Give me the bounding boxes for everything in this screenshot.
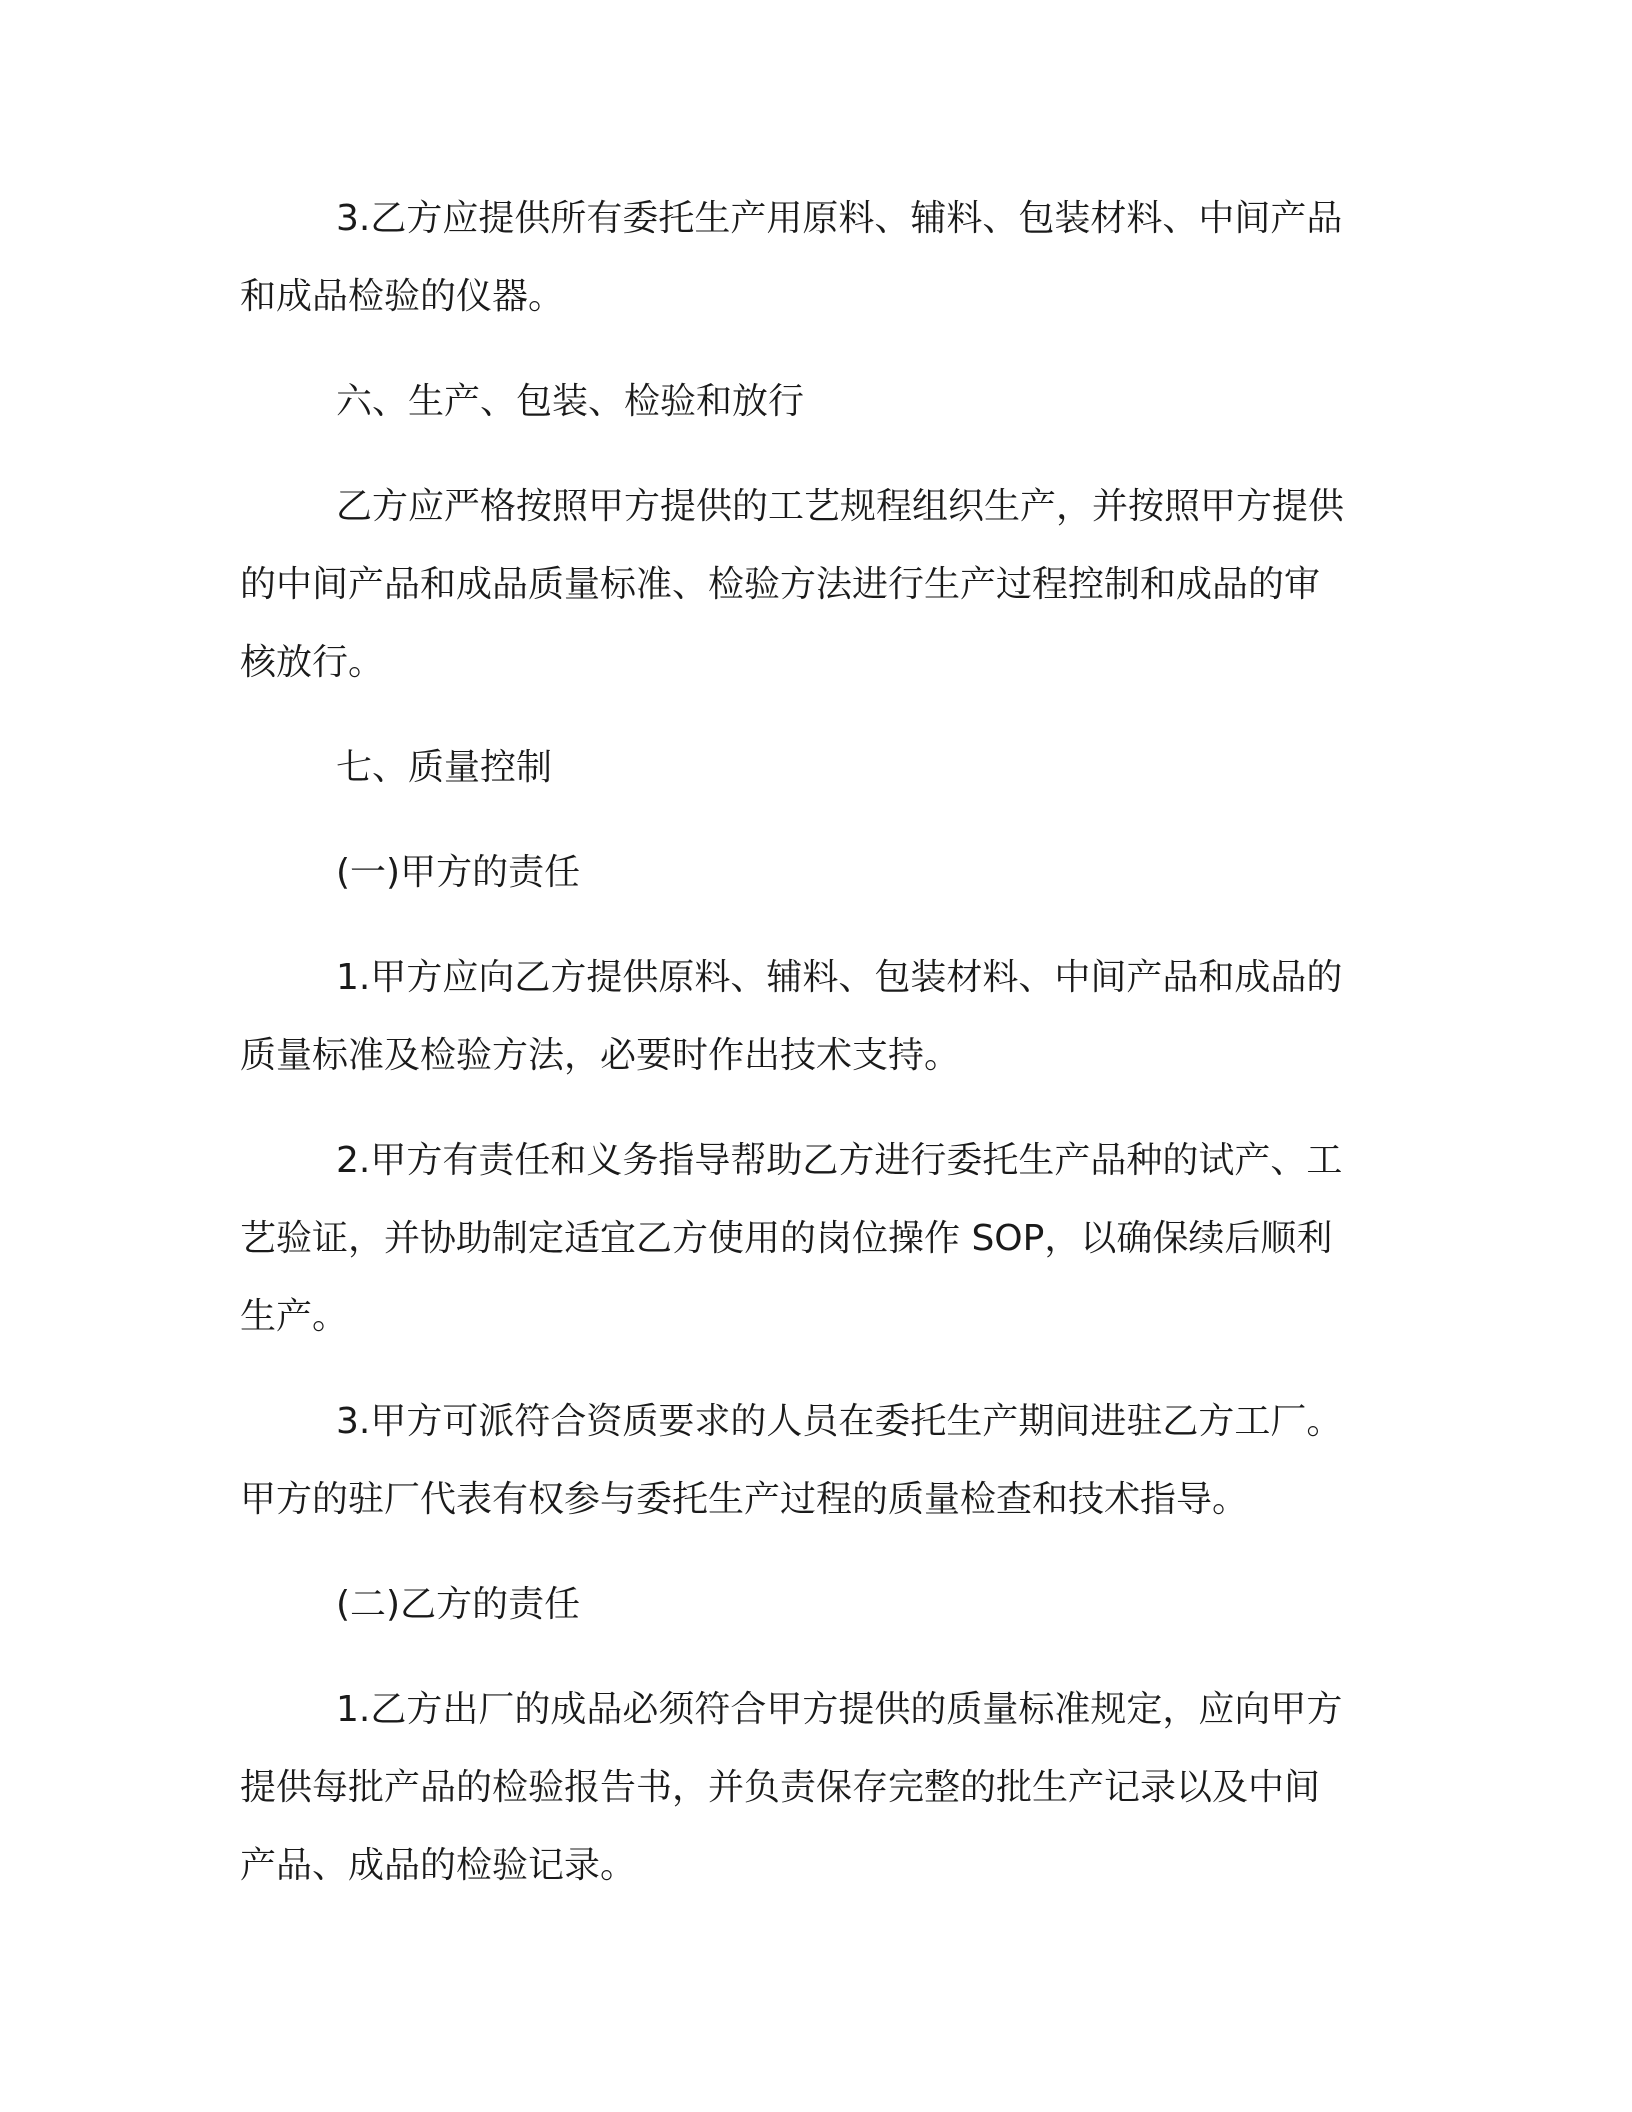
section-heading-production bbox=[240, 363, 1370, 441]
heading-text: (一)甲方的责任 bbox=[336, 852, 581, 893]
text-line: 2.甲方有责任和义务指导帮助乙方进行委托生产品种的试产、工 bbox=[336, 1140, 1343, 1181]
text-line: 艺验证，并协助制定适宜乙方使用的岗位操作 SOP，以确保续后顺利 bbox=[240, 1218, 1333, 1259]
document-body bbox=[240, 180, 1370, 1932]
text-line: 提供每批产品的检验报告书，并负责保存完整的批生产记录以及中间 bbox=[240, 1767, 1321, 1808]
subheading-party-b-duties bbox=[240, 1566, 1370, 1644]
text-line: 产品、成品的检验记录。 bbox=[240, 1845, 637, 1886]
text-line: 和成品检验的仪器。 bbox=[240, 276, 565, 317]
text-line: 甲方的驻厂代表有权参与委托生产过程的质量检查和技术指导。 bbox=[240, 1479, 1249, 1520]
text-line: 乙方应严格按照甲方提供的工艺规程组织生产，并按照甲方提供 bbox=[336, 486, 1345, 527]
paragraph-party-b-item-1 bbox=[240, 1671, 1370, 1905]
text-line: 3.甲方可派符合资质要求的人员在委托生产期间进驻乙方工厂。 bbox=[336, 1401, 1343, 1442]
paragraph-party-a-item-1 bbox=[240, 939, 1370, 1095]
text-line: 的中间产品和成品质量标准、检验方法进行生产过程控制和成品的审 bbox=[240, 564, 1321, 605]
text-line: 1.甲方应向乙方提供原料、辅料、包装材料、中间产品和成品的 bbox=[336, 957, 1343, 998]
section-heading-quality-control bbox=[240, 729, 1370, 807]
text-line: 3.乙方应提供所有委托生产用原料、辅料、包装材料、中间产品 bbox=[336, 198, 1343, 239]
subheading-party-a-duties bbox=[240, 834, 1370, 912]
text-line: 1.乙方出厂的成品必须符合甲方提供的质量标准规定，应向甲方 bbox=[336, 1689, 1343, 1730]
paragraph-party-a-item-2 bbox=[240, 1122, 1370, 1356]
paragraph-instruments bbox=[240, 180, 1370, 336]
paragraph-party-a-item-3 bbox=[240, 1383, 1370, 1539]
text-line: 质量标准及检验方法，必要时作出技术支持。 bbox=[240, 1035, 961, 1076]
heading-text: 七、质量控制 bbox=[336, 747, 553, 788]
paragraph-production-process bbox=[240, 468, 1370, 702]
heading-text: 六、生产、包装、检验和放行 bbox=[336, 381, 805, 422]
text-line: 核放行。 bbox=[240, 642, 385, 683]
text-line: 生产。 bbox=[240, 1296, 349, 1337]
heading-text: (二)乙方的责任 bbox=[336, 1584, 581, 1625]
